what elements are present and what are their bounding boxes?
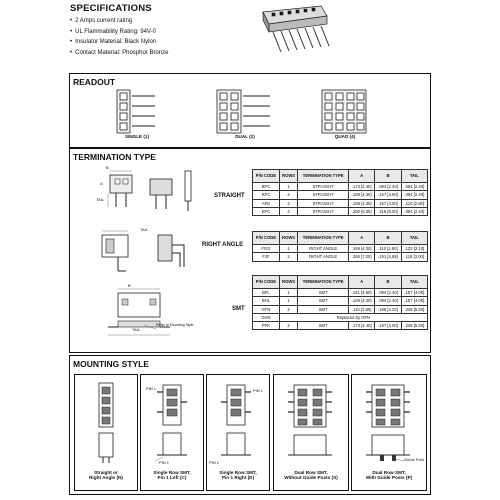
caption-line: Straight or [94, 470, 118, 475]
cell: .110 [2.80] [375, 245, 401, 253]
cell: SMT [298, 297, 349, 305]
spec-item: • 2 Amps current rating [70, 16, 169, 27]
cell: .173 [4.40] [349, 183, 375, 191]
cell: AFE [253, 199, 280, 207]
col-header: B [375, 232, 401, 245]
col-header: ROWS [279, 276, 298, 289]
cell-replaced-note: Replaced by GFN [279, 313, 427, 321]
cell: 1 [279, 245, 298, 253]
cell: GFN [253, 305, 280, 313]
table-row [253, 322, 428, 330]
cell: .169 [4.30] [349, 297, 375, 305]
cell: .228 [5.80] [401, 322, 427, 330]
cell: .169 [4.30] [349, 191, 375, 199]
cell: SMT [298, 289, 349, 297]
right-angle-dimension-drawing [96, 227, 196, 277]
mounting-panel [69, 355, 431, 495]
caption-line: Pin 1 Left (C) [157, 475, 187, 481]
table-header-row [253, 170, 428, 183]
mounting-option-smt-right [206, 374, 270, 491]
col-header: TAIL [401, 170, 427, 183]
cell: 2 [279, 322, 298, 330]
cell: .122 [3.10] [401, 245, 427, 253]
specifications-list [70, 16, 169, 58]
col-header: TERMINATION TYPE [298, 276, 349, 289]
cell: .118 [3.00] [401, 253, 427, 261]
col-header: A [349, 276, 375, 289]
caption-line: Dual Row SMT, [372, 470, 406, 475]
cell: STRAIGHT [298, 207, 349, 215]
cell: BFC [253, 183, 280, 191]
cell: .191 [4.85] [375, 253, 401, 261]
smt-dim-label-b: B [128, 283, 131, 288]
dim-label-tail: TAIL [96, 197, 105, 202]
col-header: TERMINATION TYPE [298, 232, 349, 245]
mounting-title: MOUNTING STYLE [73, 359, 150, 369]
col-header: A [349, 232, 375, 245]
cell: .094 [2.40] [401, 207, 427, 215]
pin1-label-top: PIN 1 [253, 388, 264, 393]
table-header-row [253, 232, 428, 245]
straight-dimension-drawing [100, 165, 215, 215]
cell: PFK [253, 322, 280, 330]
caption-dual-no-posts [274, 470, 348, 481]
pin1-label-bottom: PIN 1 [159, 460, 170, 465]
cell: BHL [253, 297, 280, 305]
cell: .094 [2.40] [375, 183, 401, 191]
table-row [253, 207, 428, 215]
spec-item: • Insulator Material: Black Nylon [70, 37, 169, 48]
caption-straight [75, 470, 137, 481]
cell: 2 [279, 253, 298, 261]
cell: FGG [253, 245, 280, 253]
cell: .157 [4.00] [401, 297, 427, 305]
guide-post-label: Guide Post [404, 457, 424, 462]
specifications-title: SPECIFICATIONS [70, 3, 152, 14]
caption-line: Pin 1 Right (D) [221, 475, 255, 481]
col-header: ROWS [279, 170, 298, 183]
table-row [253, 289, 428, 297]
caption-line: Right Angle (N) [89, 475, 123, 481]
straight-mount-drawing [89, 379, 123, 465]
cell: 2 [279, 199, 298, 207]
caption-quad: QUAD (4) [334, 134, 356, 139]
cell: .094 [2.40] [375, 297, 401, 305]
dual-smt-mount-drawing [282, 379, 340, 465]
dim-label-tail-ra: TAIL [140, 227, 149, 232]
dim-label-b: B [106, 165, 109, 170]
refer-mounting-note: Refer to Mounting Style [156, 323, 194, 327]
readout-title: READOUT [73, 77, 116, 87]
col-header: B [375, 170, 401, 183]
right-angle-table [252, 231, 428, 262]
cell: .165 [4.20] [375, 305, 401, 313]
caption-smt-left [141, 470, 203, 481]
readout-panel [69, 73, 431, 148]
caption-dual-posts [352, 470, 426, 481]
cell: .169 [4.30] [349, 245, 375, 253]
cell: .157 [4.00] [401, 289, 427, 297]
cell: 1 [279, 289, 298, 297]
cell: 1 [279, 297, 298, 305]
table-row [253, 191, 428, 199]
smt-label: SMT [232, 306, 245, 312]
right-angle-label: RIGHT ANGLE [202, 242, 244, 248]
cell: RFC [253, 191, 280, 199]
table-row [253, 305, 428, 313]
caption-smt-right [207, 470, 269, 481]
cell: STRAIGHT [298, 199, 349, 207]
single-row-diagram [115, 88, 165, 134]
cell: SMT [298, 322, 349, 330]
mounting-option-dual-no-posts [273, 374, 349, 491]
col-header: P/N CODE [253, 276, 280, 289]
mounting-option-smt-left [140, 374, 204, 491]
smt-dim-label-tail: TAIL [132, 327, 141, 332]
cell: FJF [253, 253, 280, 261]
caption-line: Dual Row SMT, [294, 470, 328, 475]
cell: .265 [7.20] [349, 253, 375, 261]
caption-line: Single Row SMT, [219, 470, 257, 475]
pin1-label-top: PIN 1 [146, 386, 157, 391]
cell: 1 [279, 183, 298, 191]
smt-left-mount-drawing [151, 379, 195, 465]
cell: .169 [4.30] [349, 199, 375, 207]
cell: .110 [2.80] [349, 305, 375, 313]
dual-row-diagram [215, 88, 285, 134]
table-row [253, 245, 428, 253]
col-header: TERMINATION TYPE [298, 170, 349, 183]
cell: .094 [2.40] [375, 289, 401, 297]
cell: .181 [4.60] [349, 289, 375, 297]
header-product-illustration [255, 2, 335, 62]
smt-dimension-drawing [100, 281, 210, 343]
caption-line: Single Row SMT, [153, 470, 191, 475]
col-header: TAIL [401, 276, 427, 289]
caption-dual: DUAL (2) [235, 134, 255, 139]
cell: .197 [4.00] [375, 322, 401, 330]
straight-table [252, 169, 428, 216]
cell: .157 [4.00] [375, 191, 401, 199]
col-header: P/N CODE [253, 232, 280, 245]
termination-panel [69, 148, 431, 353]
pin1-label-bottom: PIN 1 [209, 460, 220, 465]
cell: RIGHT ANGLE [298, 245, 349, 253]
table-row [253, 253, 428, 261]
cell: GHN [253, 313, 280, 321]
table-row [253, 313, 428, 321]
cell: .315 [8.00] [375, 207, 401, 215]
straight-label: STRAIGHT [214, 193, 245, 199]
table-row [253, 199, 428, 207]
cell: .094 [2.40] [401, 183, 427, 191]
col-header: B [375, 276, 401, 289]
caption-line: With Guide Posts (P) [365, 475, 413, 481]
cell: STRAIGHT [298, 191, 349, 199]
caption-line: Without Guide Posts (S) [284, 475, 338, 481]
dim-label-a: A [100, 181, 103, 186]
cell: BFL [253, 289, 280, 297]
col-header: A [349, 170, 375, 183]
mounting-option-dual-posts [351, 374, 427, 491]
mounting-option-straight [74, 374, 138, 491]
cell: STRAIGHT [298, 183, 349, 191]
cell: 2 [279, 191, 298, 199]
table-row [253, 183, 428, 191]
cell: SMT [298, 305, 349, 313]
cell: .228 [5.80] [401, 305, 427, 313]
cell: .173 [4.40] [349, 322, 375, 330]
spec-item: • UL Flammability Rating: 94V-0 [70, 27, 169, 38]
cell: RIGHT ANGLE [298, 253, 349, 261]
cell: .110 [2.80] [401, 199, 427, 207]
dual-smt-posts-mount-drawing [360, 379, 418, 465]
cell: .250 [6.35] [349, 207, 375, 215]
table-header-row [253, 276, 428, 289]
cell: EFC [253, 207, 280, 215]
caption-single: SINGLE (1) [125, 134, 149, 139]
cell: 4 [279, 207, 298, 215]
quad-row-diagram [320, 88, 370, 134]
cell: .157 [4.00] [375, 199, 401, 207]
col-header: TAIL [401, 232, 427, 245]
table-row [253, 297, 428, 305]
termination-title: TERMINATION TYPE [73, 152, 156, 162]
spec-item: • Contact Material: Phosphor Bronze [70, 48, 169, 59]
smt-table [252, 275, 428, 330]
cell: 2 [279, 305, 298, 313]
col-header: P/N CODE [253, 170, 280, 183]
col-header: ROWS [279, 232, 298, 245]
cell: .094 [2.40] [401, 191, 427, 199]
